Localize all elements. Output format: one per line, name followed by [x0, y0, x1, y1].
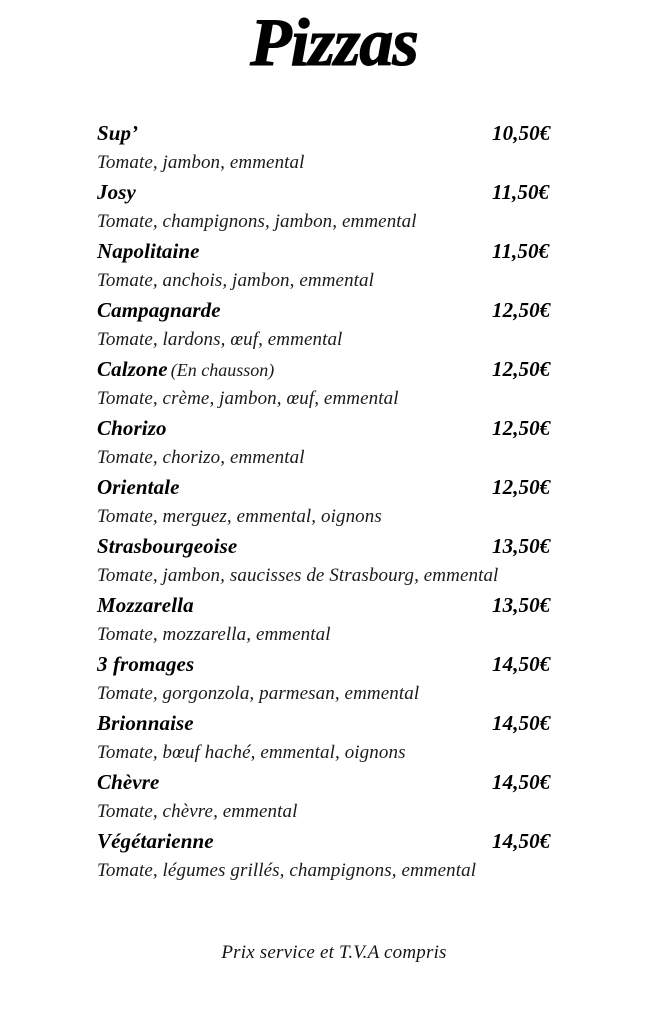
menu-item-description: Tomate, chorizo, emmental — [97, 447, 305, 468]
menu-item-name: Campagnarde — [97, 298, 221, 322]
menu-item-description: Tomate, chèvre, emmental — [97, 801, 298, 822]
menu-item — [97, 590, 668, 649]
menu-item — [97, 118, 668, 177]
menu-item-price: 12,50€ — [492, 357, 551, 381]
menu-item-header — [97, 295, 668, 325]
menu-item-name: Brionnaise — [97, 711, 194, 735]
menu-item — [97, 413, 668, 472]
menu-item-header — [97, 767, 668, 797]
menu-item-price: 12,50€ — [492, 416, 551, 440]
menu-item — [97, 767, 668, 826]
menu-item-description: Tomate, bœuf haché, emmental, oignons — [97, 742, 406, 763]
menu-item-price: 12,50€ — [492, 298, 551, 322]
menu-item-price: 13,50€ — [492, 593, 551, 617]
menu-item-name: Napolitaine — [97, 239, 200, 263]
menu-item — [97, 236, 668, 295]
menu-item-header — [97, 708, 668, 738]
menu-item-name: Orientale — [97, 475, 180, 499]
menu-item-name: Calzone — [97, 357, 168, 381]
menu-item — [97, 708, 668, 767]
menu-item-header — [97, 472, 668, 502]
menu-item — [97, 295, 668, 354]
menu-item-price: 11,50€ — [492, 180, 550, 204]
page-title: Pizzas — [250, 4, 418, 80]
menu-item-name: Végétarienne — [97, 829, 214, 853]
menu-item — [97, 826, 668, 885]
pizza-menu-list — [0, 118, 668, 885]
menu-item — [97, 177, 668, 236]
menu-item-price: 13,50€ — [492, 534, 551, 558]
menu-item-description: Tomate, légumes grillés, champignons, emmental — [97, 860, 477, 881]
menu-item-price: 14,50€ — [492, 770, 551, 794]
menu-item-description: Tomate, anchois, jambon, emmental — [97, 270, 375, 291]
menu-item-name: Chorizo — [97, 416, 167, 440]
menu-item-header — [97, 826, 668, 856]
menu-item — [97, 354, 668, 413]
menu-item-price: 14,50€ — [492, 711, 551, 735]
menu-item-description: Tomate, crème, jambon, œuf, emmental — [97, 388, 399, 409]
menu-item-header — [97, 236, 668, 266]
menu-item-description: Tomate, champignons, jambon, emmental — [97, 211, 417, 232]
menu-item-header — [97, 118, 668, 148]
menu-item-price: 12,50€ — [492, 475, 551, 499]
menu-item-name: Strasbourgeoise — [97, 534, 238, 558]
menu-item-name: 3 fromages — [97, 652, 195, 676]
menu-item-header — [97, 649, 668, 679]
menu-item-description: Tomate, mozzarella, emmental — [97, 624, 331, 645]
menu-item-header — [97, 413, 668, 443]
footer-notice: Prix service et T.V.A compris — [221, 942, 447, 963]
menu-item-description: Tomate, gorgonzola, parmesan, emmental — [97, 683, 420, 704]
menu-item-price: 10,50€ — [492, 121, 551, 145]
menu-item-description: Tomate, jambon, emmental — [97, 152, 305, 173]
menu-item-name: Josy — [97, 180, 136, 204]
menu-item-note: (En chausson) — [170, 360, 275, 380]
menu-item — [97, 472, 668, 531]
menu-item-header — [97, 531, 668, 561]
menu-item-description: Tomate, jambon, saucisses de Strasbourg, emmental — [97, 565, 499, 586]
menu-item-name: Sup’ — [97, 121, 139, 145]
menu-item-price: 14,50€ — [492, 829, 551, 853]
menu-item-header — [97, 177, 668, 207]
menu-item-description: Tomate, lardons, œuf, emmental — [97, 329, 343, 350]
menu-item — [97, 649, 668, 708]
menu-item — [97, 531, 668, 590]
menu-item-name: Chèvre — [97, 770, 160, 794]
menu-item-header — [97, 590, 668, 620]
menu-item-description: Tomate, merguez, emmental, oignons — [97, 506, 382, 527]
menu-item-price: 11,50€ — [492, 239, 550, 263]
menu-item-price: 14,50€ — [492, 652, 551, 676]
menu-item-header — [97, 354, 668, 384]
menu-item-name: Mozzarella — [97, 593, 194, 617]
